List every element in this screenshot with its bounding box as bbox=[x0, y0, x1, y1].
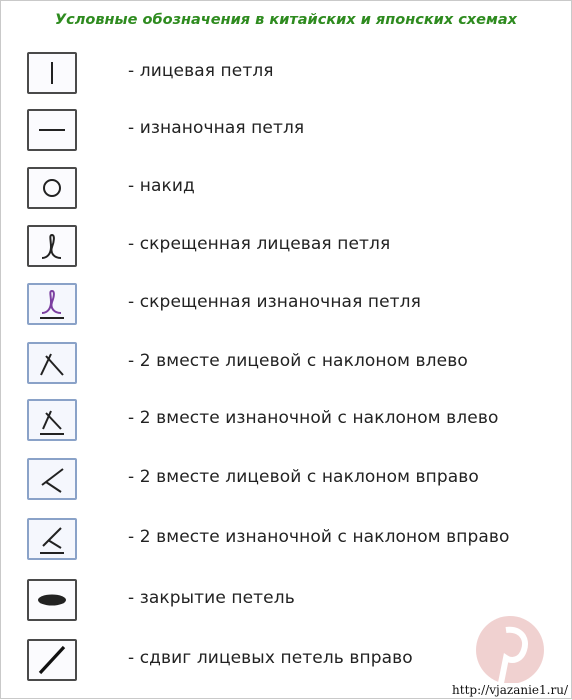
yarn-over-icon bbox=[27, 167, 77, 209]
bind-off-icon bbox=[27, 579, 77, 621]
k2tog-right-icon bbox=[27, 458, 77, 500]
legend-row bbox=[0, 224, 572, 270]
page-title: Условные обозначения в китайских и японских схемах bbox=[54, 12, 517, 28]
legend-row bbox=[0, 51, 572, 97]
legend-label: - накид bbox=[128, 176, 195, 196]
legend-label: - 2 вместе лицевой с наклоном вправо bbox=[128, 467, 479, 487]
legend-row bbox=[0, 108, 572, 154]
legend-row bbox=[0, 341, 572, 387]
knit-stitch-icon bbox=[27, 52, 77, 94]
legend-label: - 2 вместе изнаночной с наклоном вправо bbox=[128, 527, 510, 547]
legend-label: - изнаночная петля bbox=[128, 118, 305, 138]
legend-label: - скрещенная лицевая петля bbox=[128, 234, 391, 254]
legend-row bbox=[0, 398, 572, 444]
legend-label: - 2 вместе лицевой с наклоном влево bbox=[128, 351, 468, 371]
legend-row bbox=[0, 457, 572, 503]
legend-label: - скрещенная изнаночная петля bbox=[128, 292, 421, 312]
legend-row bbox=[0, 282, 572, 328]
legend-label: - 2 вместе изнаночной с наклоном влево bbox=[128, 408, 499, 428]
legend-row bbox=[0, 166, 572, 212]
legend-label: - лицевая петля bbox=[128, 61, 274, 81]
site-url: http://vjazanie1.ru/ bbox=[452, 683, 568, 697]
twisted-purl-icon bbox=[27, 283, 77, 325]
shift-right-icon bbox=[27, 639, 77, 681]
purl-stitch-icon bbox=[27, 109, 77, 151]
legend-row bbox=[0, 517, 572, 563]
p2tog-left-icon bbox=[27, 399, 77, 441]
p2tog-right-icon bbox=[27, 518, 77, 560]
legend-label: - сдвиг лицевых петель вправо bbox=[128, 648, 413, 668]
k2tog-left-icon bbox=[27, 342, 77, 384]
legend-label: - закрытие петель bbox=[128, 588, 295, 608]
twisted-knit-icon bbox=[27, 225, 77, 267]
